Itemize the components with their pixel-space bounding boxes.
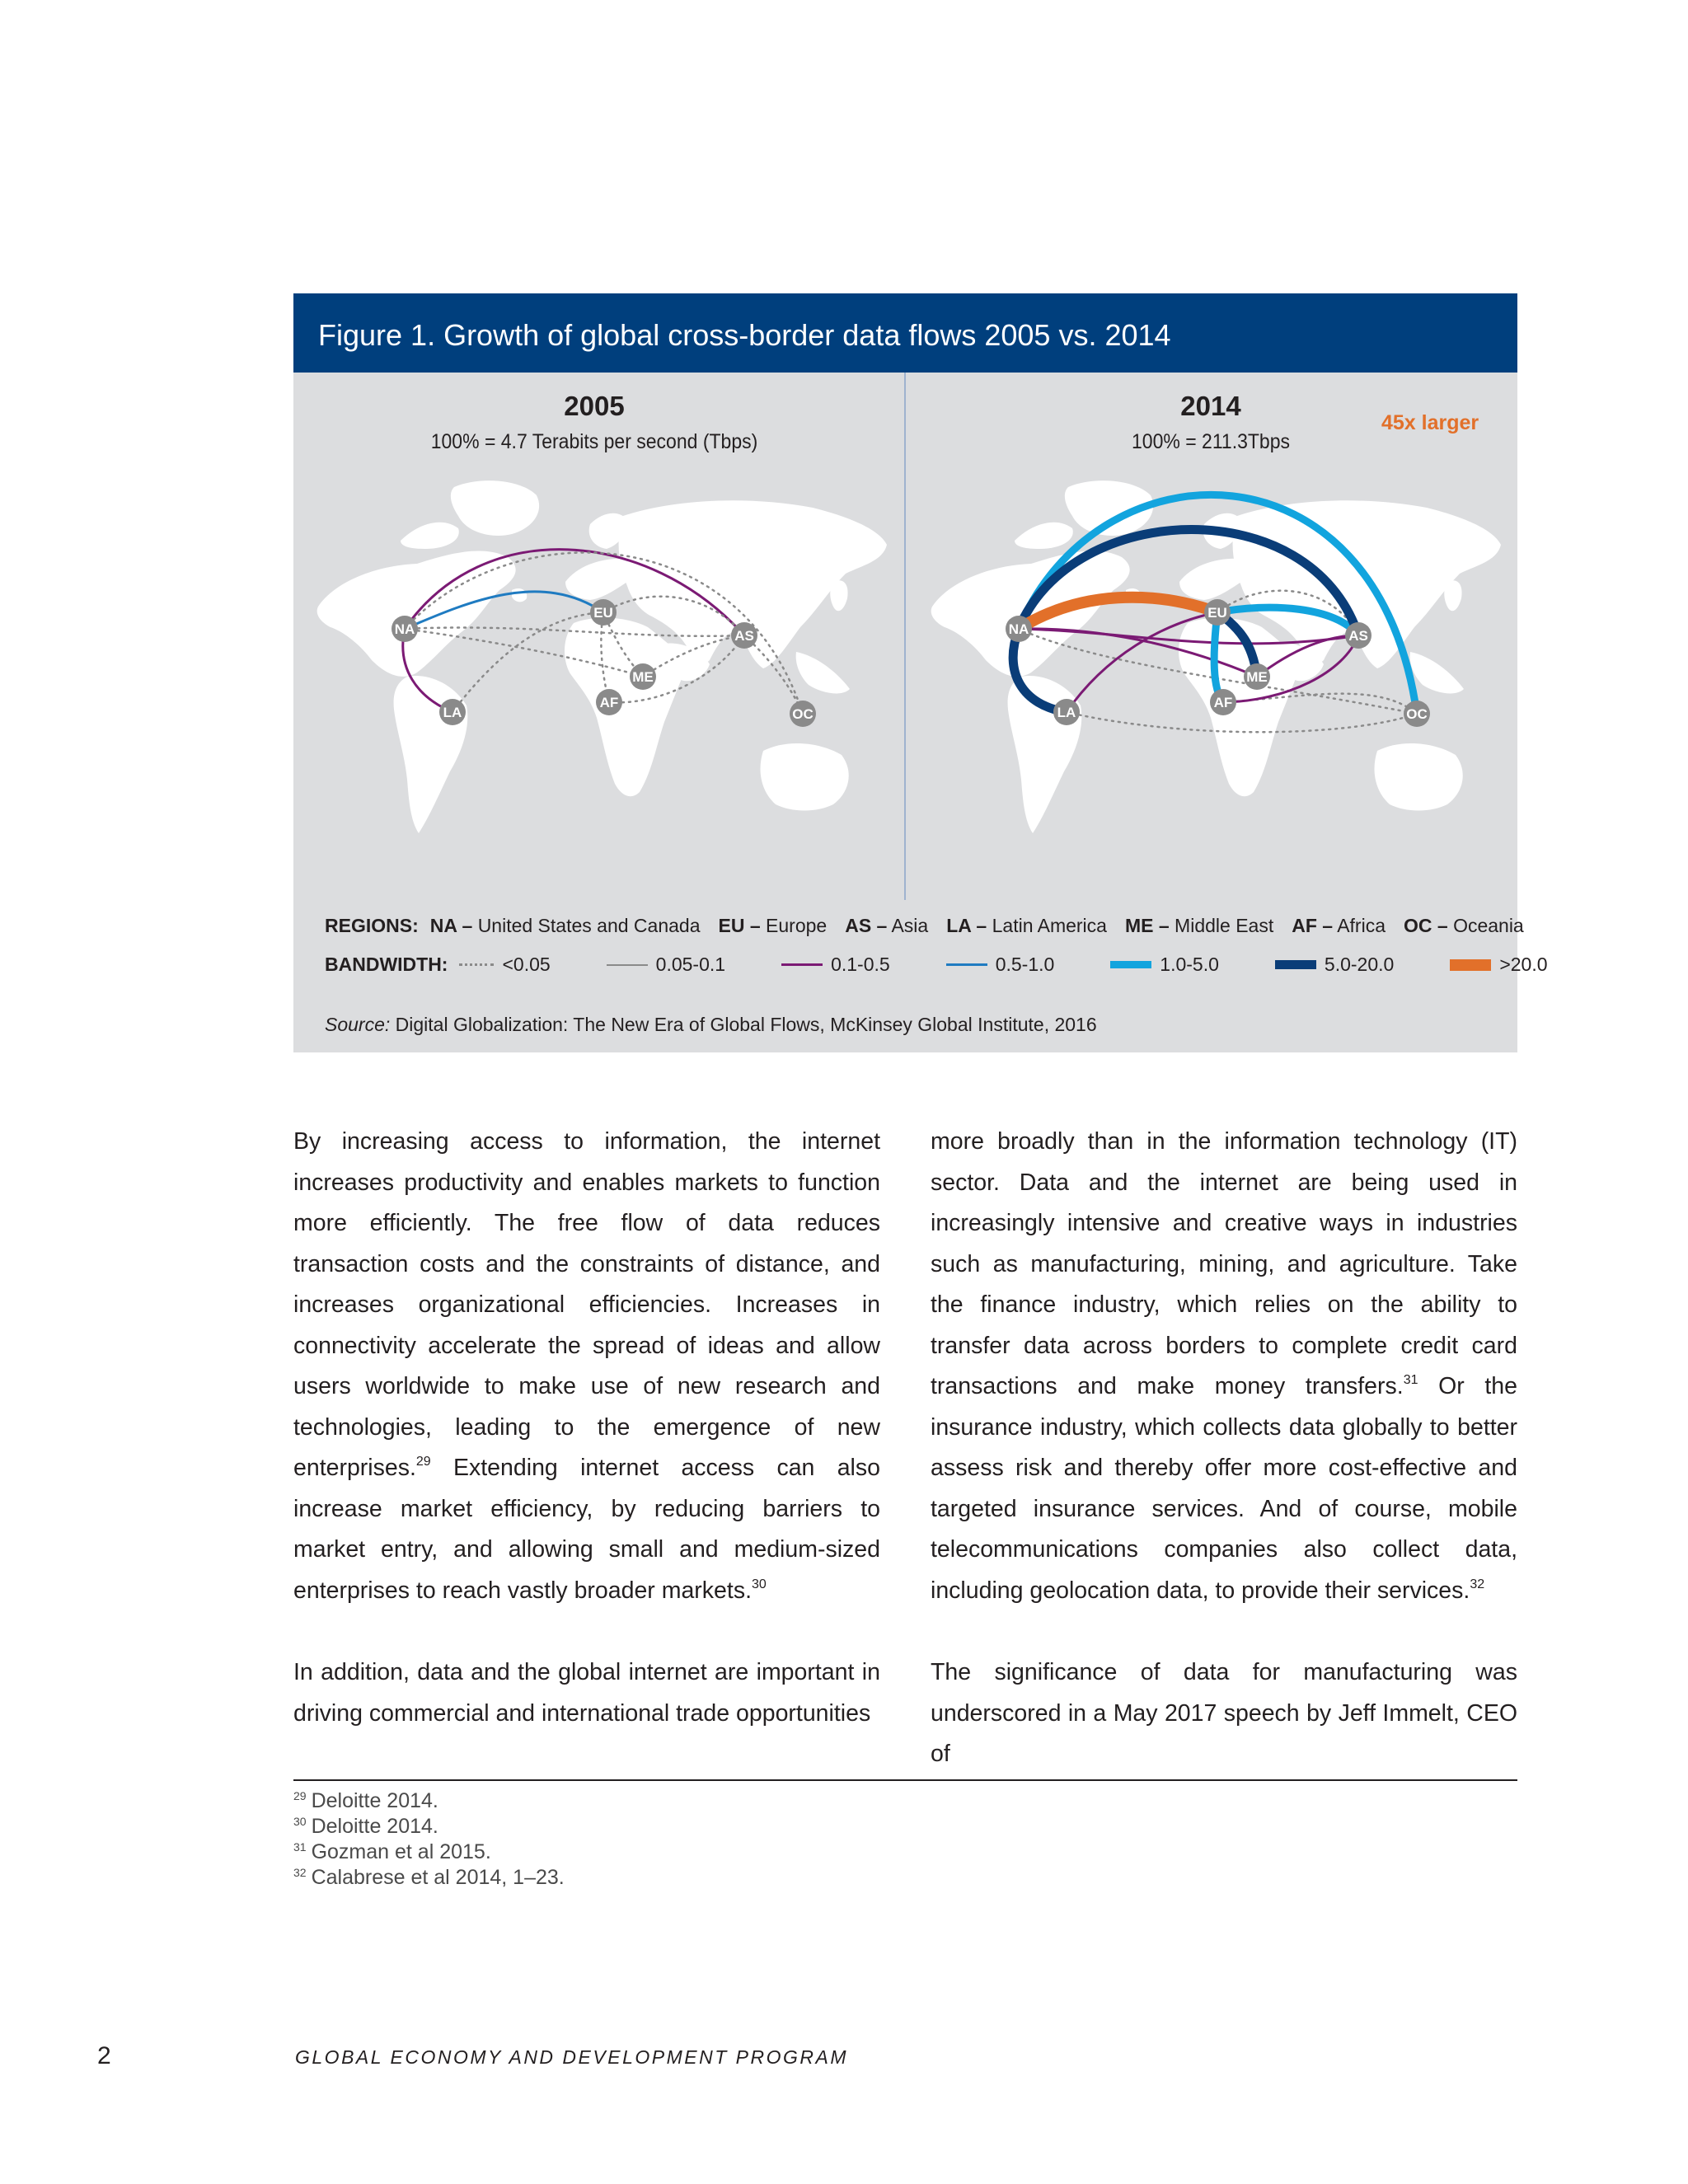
map-2014 — [916, 466, 1509, 879]
bandwidth-swatch — [946, 963, 987, 966]
bandwidth-swatch — [1275, 960, 1316, 969]
figure-header — [293, 293, 1517, 373]
bandwidth-item-dotted: <0.05 — [459, 954, 550, 976]
footnote: $^{30}$ Deloitte 2014. — [293, 1815, 438, 1838]
map-2005 — [302, 466, 895, 879]
bandwidth-item-blue: 0.5-1.0 — [946, 954, 1055, 976]
bandwidth-item-purple: 0.1-0.5 — [781, 954, 890, 976]
year-2014-subtitle: 100% = 211.3Tbps — [1131, 430, 1291, 453]
region-label-la: LA — [443, 705, 462, 720]
region-label-me: ME — [632, 669, 654, 685]
paragraph: By increasing access to information, the internet increases productivity and enables markets to function more efficiently. The free flow of data reduces transaction costs and the constraints of distance, and increases organizational efficiencies. Increases in connectivity accelerate the spread of ideas and allow users worldwide to make use of new research and technologies, leading to the emergence of new enterprises.$^{29}$ Extending internet access can also increase market efficiency, by reducing barriers to market entry, and allowing small and medium-sized enterprises to reach vastly broader markets.$^{30}$ — [293, 1128, 880, 1604]
page-number: 2 — [97, 2042, 111, 2069]
footnote: $^{32}$ Calabrese et al 2014, 1–23. — [293, 1866, 565, 1889]
bandwidth-item-navy: 5.0-20.0 — [1275, 954, 1394, 976]
region-item-oc: OC – Oceania — [1403, 915, 1524, 936]
region-label-eu: EU — [1207, 605, 1227, 621]
footnotes — [293, 1788, 565, 1891]
footnote-rule — [293, 1779, 1517, 1781]
region-label-af: AF — [599, 695, 619, 710]
region-label-oc: OC — [1406, 706, 1428, 722]
growth-callout: 45x larger — [1381, 411, 1479, 434]
regions-heading: REGIONS: — [325, 915, 419, 936]
region-item-na: NA – United States and Canada — [429, 915, 701, 936]
region-item-me: ME – Middle East — [1124, 915, 1274, 936]
footnote-ref: 29 — [415, 1455, 431, 1469]
bandwidth-swatch — [607, 964, 648, 966]
year-2014-label: 2014 — [1180, 391, 1241, 421]
bandwidth-item-lightblue: 1.0-5.0 — [1110, 954, 1219, 976]
bandwidth-legend — [325, 954, 1548, 976]
body-column-right — [931, 1122, 1517, 1816]
bandwidth-item-grey: 0.05-0.1 — [607, 954, 725, 976]
region-label-af: AF — [1213, 695, 1233, 710]
figure-title: Figure 1. Growth of global cross-border data flows 2005 vs. 2014 — [318, 318, 1171, 352]
region-label-eu: EU — [593, 605, 613, 621]
regions-legend — [325, 915, 1542, 937]
footnote: $^{31}$ Gozman et al 2015. — [293, 1840, 491, 1863]
region-item-eu: EU – Europe — [718, 915, 828, 936]
figure-1 — [293, 293, 1548, 1052]
year-2005-subtitle: 100% = 4.7 Terabits per second (Tbps) — [430, 430, 758, 453]
region-label-as: AS — [1348, 628, 1368, 644]
region-item-as: AS – Asia — [845, 915, 929, 936]
bandwidth-swatch — [1110, 961, 1151, 968]
footnote-ref: 32 — [1470, 1577, 1485, 1591]
bandwidth-item-orange: >20.0 — [1450, 954, 1547, 976]
bandwidth-swatch — [459, 963, 494, 966]
region-label-oc: OC — [792, 706, 814, 722]
body-column-left — [293, 1122, 880, 1775]
running-footer: GLOBAL ECONOMY AND DEVELOPMENT PROGRAM — [295, 2046, 848, 2068]
panel-divider — [904, 373, 906, 900]
footnote-ref: 30 — [752, 1577, 767, 1591]
region-label-na: NA — [394, 621, 415, 637]
region-label-as: AS — [734, 628, 754, 644]
bandwidth-swatch — [781, 963, 823, 966]
paragraph: more broadly than in the information technology (IT) sector. Data and the internet are being used in increasingly intensive and creative ways in industries such as manufacturing, mining, and agriculture. Take the finance industry, which relies on the ability to transfer data across borders to complete credit card transactions and make money transfers.$^{31}$ Or the insurance industry, which collects data globally to better assess risk and thereby offer more cost-effective and targeted insurance services. And of course, mobile telecommunications companies also collect data, including geolocation data, to provide their services.$^{32}$ — [931, 1128, 1517, 1604]
footnote: $^{29}$ Deloitte 2014. — [293, 1789, 438, 1812]
bandwidth-swatch — [1450, 959, 1491, 971]
year-2005-label: 2005 — [564, 391, 625, 421]
footnote-ref: 31 — [1403, 1373, 1418, 1387]
region-label-me: ME — [1246, 669, 1268, 685]
region-label-la: LA — [1057, 705, 1076, 720]
region-item-la: LA – Latin America — [946, 915, 1107, 936]
paragraph: In addition, data and the global internet are important in driving commercial and international trade opportunities — [293, 1659, 880, 1727]
paragraph: The significance of data for manufacturing was underscored in a May 2017 speech by Jeff Immelt, CEO of — [931, 1659, 1517, 1767]
figure-source: Source: Digital Globalization: The New Era of Global Flows, McKinsey Global Institute, 2016 — [325, 1014, 1097, 1035]
region-label-na: NA — [1008, 621, 1029, 637]
region-item-af: AF – Africa — [1292, 915, 1386, 936]
bandwidth-heading: BANDWIDTH: — [325, 954, 448, 975]
